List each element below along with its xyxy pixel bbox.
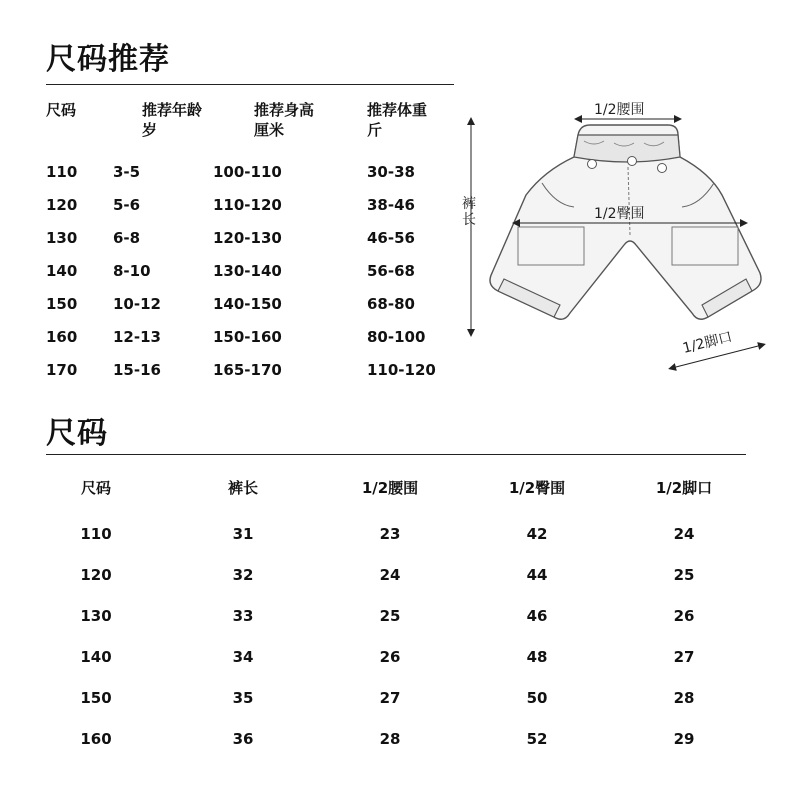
cell-weight: 68-80 <box>367 295 415 313</box>
cell-size: 120 <box>46 196 78 214</box>
size-table <box>46 476 746 768</box>
cell-size: 110 <box>46 163 78 181</box>
cell-weight: 46-56 <box>367 229 415 247</box>
cell-age: 15-16 <box>113 361 161 379</box>
table-row <box>46 261 456 294</box>
cell-size: 160 <box>46 328 78 346</box>
cell-size: 140 <box>46 262 78 280</box>
cell-weight: 80-100 <box>367 328 426 346</box>
header-weight: 推荐体重 斤 <box>367 101 428 139</box>
size-title-divider <box>46 454 746 455</box>
cell-waist: 26 <box>379 648 401 666</box>
cell-height: 100-110 <box>213 163 282 181</box>
cell-size: 170 <box>46 361 78 379</box>
length-label-1: 裤 <box>462 196 476 212</box>
recommend-table <box>46 100 456 393</box>
header-waist: 1/2腰围 <box>361 479 419 497</box>
cell-size: 120 <box>80 566 112 584</box>
cell-hip: 52 <box>526 730 548 748</box>
cell-hip: 48 <box>526 648 548 666</box>
header-size: 尺码 <box>46 101 77 119</box>
table-row <box>46 228 456 261</box>
cell-hem: 27 <box>673 648 695 666</box>
shorts-diagram <box>460 95 780 385</box>
table-row <box>46 522 746 563</box>
header-age: 推荐年龄 岁 <box>142 101 203 139</box>
hip-label: 1/2臀围 <box>594 206 645 222</box>
cell-size: 110 <box>80 525 112 543</box>
cell-height: 110-120 <box>213 196 282 214</box>
cell-age: 8-10 <box>113 262 151 280</box>
cell-height: 150-160 <box>213 328 282 346</box>
cell-length: 32 <box>232 566 254 584</box>
cell-length: 31 <box>232 525 254 543</box>
cell-weight: 38-46 <box>367 196 415 214</box>
cell-length: 35 <box>232 689 254 707</box>
cell-size: 150 <box>80 689 112 707</box>
recommend-table-header <box>46 100 456 150</box>
length-label-2: 长 <box>462 212 476 228</box>
button-icon <box>628 157 637 166</box>
cell-length: 33 <box>232 607 254 625</box>
table-row <box>46 294 456 327</box>
cell-waist: 27 <box>379 689 401 707</box>
recommend-title-divider <box>46 84 454 85</box>
cell-weight: 30-38 <box>367 163 415 181</box>
cell-length: 34 <box>232 648 254 666</box>
cell-age: 12-13 <box>113 328 161 346</box>
table-row <box>46 604 746 645</box>
cell-hem: 25 <box>673 566 695 584</box>
header-height: 推荐身高 厘米 <box>254 101 315 139</box>
cell-waist: 24 <box>379 566 401 584</box>
table-row <box>46 645 746 686</box>
cell-hem: 29 <box>673 730 695 748</box>
cell-waist: 28 <box>379 730 401 748</box>
cell-weight: 110-120 <box>367 361 436 379</box>
cell-age: 5-6 <box>113 196 141 214</box>
header-length: 裤长 <box>227 479 258 497</box>
table-row <box>46 686 746 727</box>
button-icon <box>588 160 597 169</box>
cell-size: 160 <box>80 730 112 748</box>
cell-weight: 56-68 <box>367 262 415 280</box>
header-hip: 1/2臀围 <box>508 479 566 497</box>
cell-hem: 26 <box>673 607 695 625</box>
cell-size: 140 <box>80 648 112 666</box>
size-table-header <box>46 476 746 522</box>
cell-height: 165-170 <box>213 361 282 379</box>
cell-height: 140-150 <box>213 295 282 313</box>
cell-hip: 46 <box>526 607 548 625</box>
cell-waist: 23 <box>379 525 401 543</box>
table-row <box>46 360 456 393</box>
cell-hip: 44 <box>526 566 548 584</box>
cell-age: 3-5 <box>113 163 141 181</box>
header-size: 尺码 <box>80 479 111 497</box>
cell-hem: 24 <box>673 525 695 543</box>
cell-size: 130 <box>46 229 78 247</box>
size-title: 尺码 <box>46 416 108 451</box>
waistband-shape <box>574 135 680 162</box>
table-row <box>46 162 456 195</box>
cell-age: 6-8 <box>113 229 141 247</box>
table-row <box>46 327 456 360</box>
cell-hip: 50 <box>526 689 548 707</box>
cell-size: 130 <box>80 607 112 625</box>
waist-label: 1/2腰围 <box>594 102 645 118</box>
cell-hem: 28 <box>673 689 695 707</box>
cell-height: 120-130 <box>213 229 282 247</box>
table-row <box>46 727 746 768</box>
hem-label: 1/2脚口 <box>681 329 734 357</box>
cell-length: 36 <box>232 730 254 748</box>
table-row <box>46 195 456 228</box>
table-row <box>46 563 746 604</box>
cell-size: 150 <box>46 295 78 313</box>
cell-age: 10-12 <box>113 295 161 313</box>
header-hem: 1/2脚口 <box>655 479 713 497</box>
button-icon <box>658 164 667 173</box>
cell-waist: 25 <box>379 607 401 625</box>
recommend-title: 尺码推荐 <box>46 42 170 77</box>
cell-hip: 42 <box>526 525 548 543</box>
cell-height: 130-140 <box>213 262 282 280</box>
